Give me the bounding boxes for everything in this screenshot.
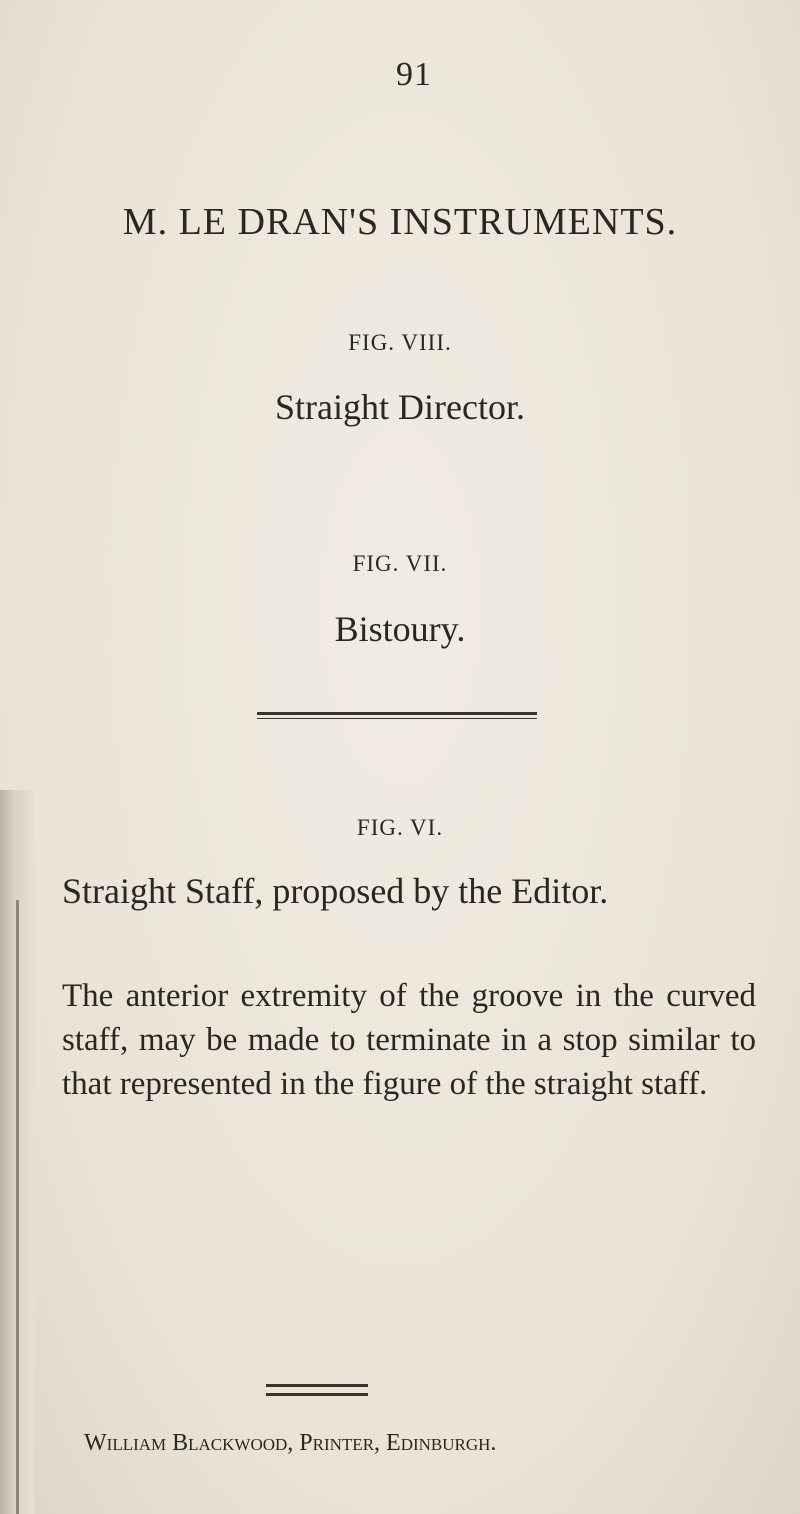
printer-imprint: William Blackwood, Printer, Edinburgh.: [84, 1430, 497, 1456]
page-number: 91: [396, 56, 432, 93]
imprint-rule-1: [266, 1384, 368, 1387]
figure-caption-straight-director: Straight Director.: [275, 387, 525, 427]
figure-label-vi: FIG. VI.: [356, 815, 444, 840]
figure-label-viii: FIG. VIII.: [348, 330, 452, 355]
imprint-rule-2: [266, 1393, 368, 1396]
figure-label-vii: FIG. VII.: [352, 551, 448, 576]
page-title: M. LE DRAN'S INSTRUMENTS.: [122, 201, 678, 243]
separator-rule: [257, 712, 537, 715]
editorial-note-paragraph: The anterior extremity of the groove in the curved staff, may be made to terminate in a stop similar to that represented in the figure of the straight staff.: [62, 978, 756, 1102]
figure-caption-bistoury: Bistoury.: [334, 609, 466, 649]
figure-caption-straight-staff: Straight Staff, proposed by the Editor.: [62, 871, 609, 911]
separator-rule-thin: [257, 718, 537, 719]
binding-edge: [16, 900, 19, 1514]
